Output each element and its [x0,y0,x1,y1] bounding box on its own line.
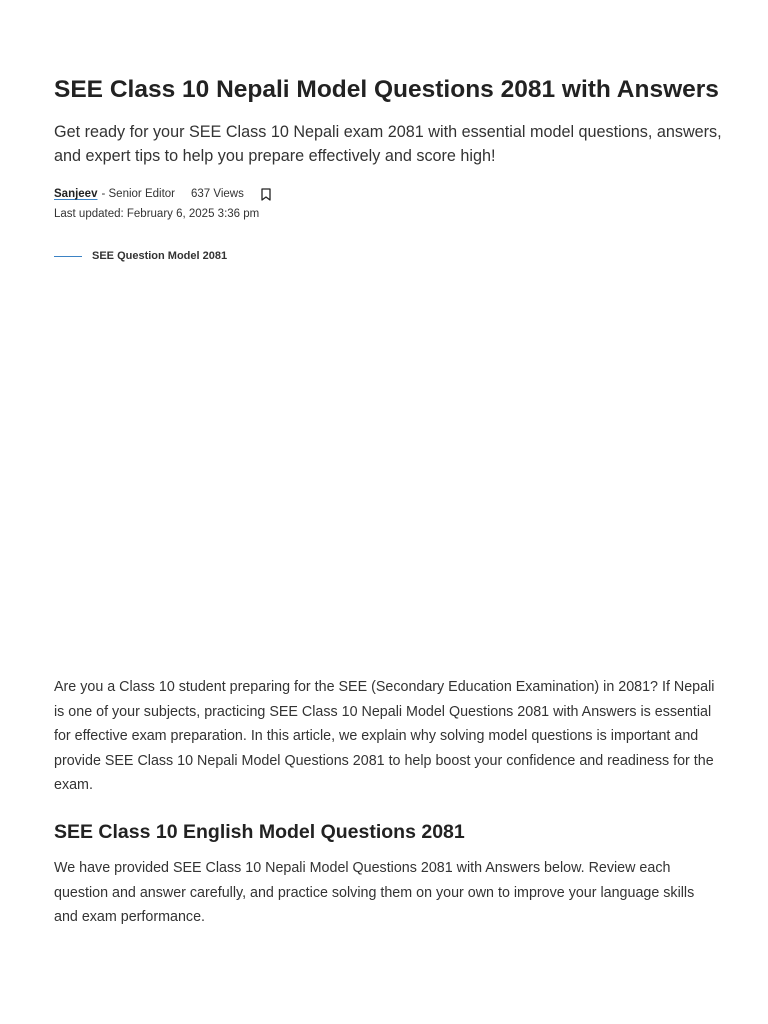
section-paragraph: We have provided SEE Class 10 Nepali Model Questions 2081 with Answers below. Review each question and answer carefully, and practice solving them on your own to improve your language skills and exam performance. [54,860,695,925]
tag-row [54,247,227,265]
view-count: 637 Views [191,188,244,200]
byline [54,185,273,203]
author-role: - Senior Editor [101,188,175,200]
tag-divider [54,256,82,257]
last-updated: Last updated: February 6, 2025 3:36 pm [54,208,260,220]
bookmark-icon[interactable] [259,186,273,202]
intro-paragraph: Are you a Class 10 student preparing for the SEE (Secondary Education Examination) in 2081? If Nepali is one of your subjects, practicing SEE Class 10 Nepali Model Questions 2081 with Answers is essential for effective exam preparation. In this article, we explain why solving model questions is important and provide SEE Class 10 Nepali Model Questions 2081 to help boost your confidence and readiness for the exam. [54,679,715,793]
author-link[interactable]: Sanjeev [54,188,98,200]
section-heading: SEE Class 10 English Model Questions 2081 [54,821,465,843]
page-title: SEE Class 10 Nepali Model Questions 2081 with Answers [54,76,719,103]
tag-link[interactable]: SEE Question Model 2081 [92,250,228,262]
ad-placeholder [54,285,714,655]
article-summary: Get ready for your SEE Class 10 Nepali exam 2081 with essential model questions, answers, and expert tips to help you prepare effectively and score high! [54,123,722,165]
